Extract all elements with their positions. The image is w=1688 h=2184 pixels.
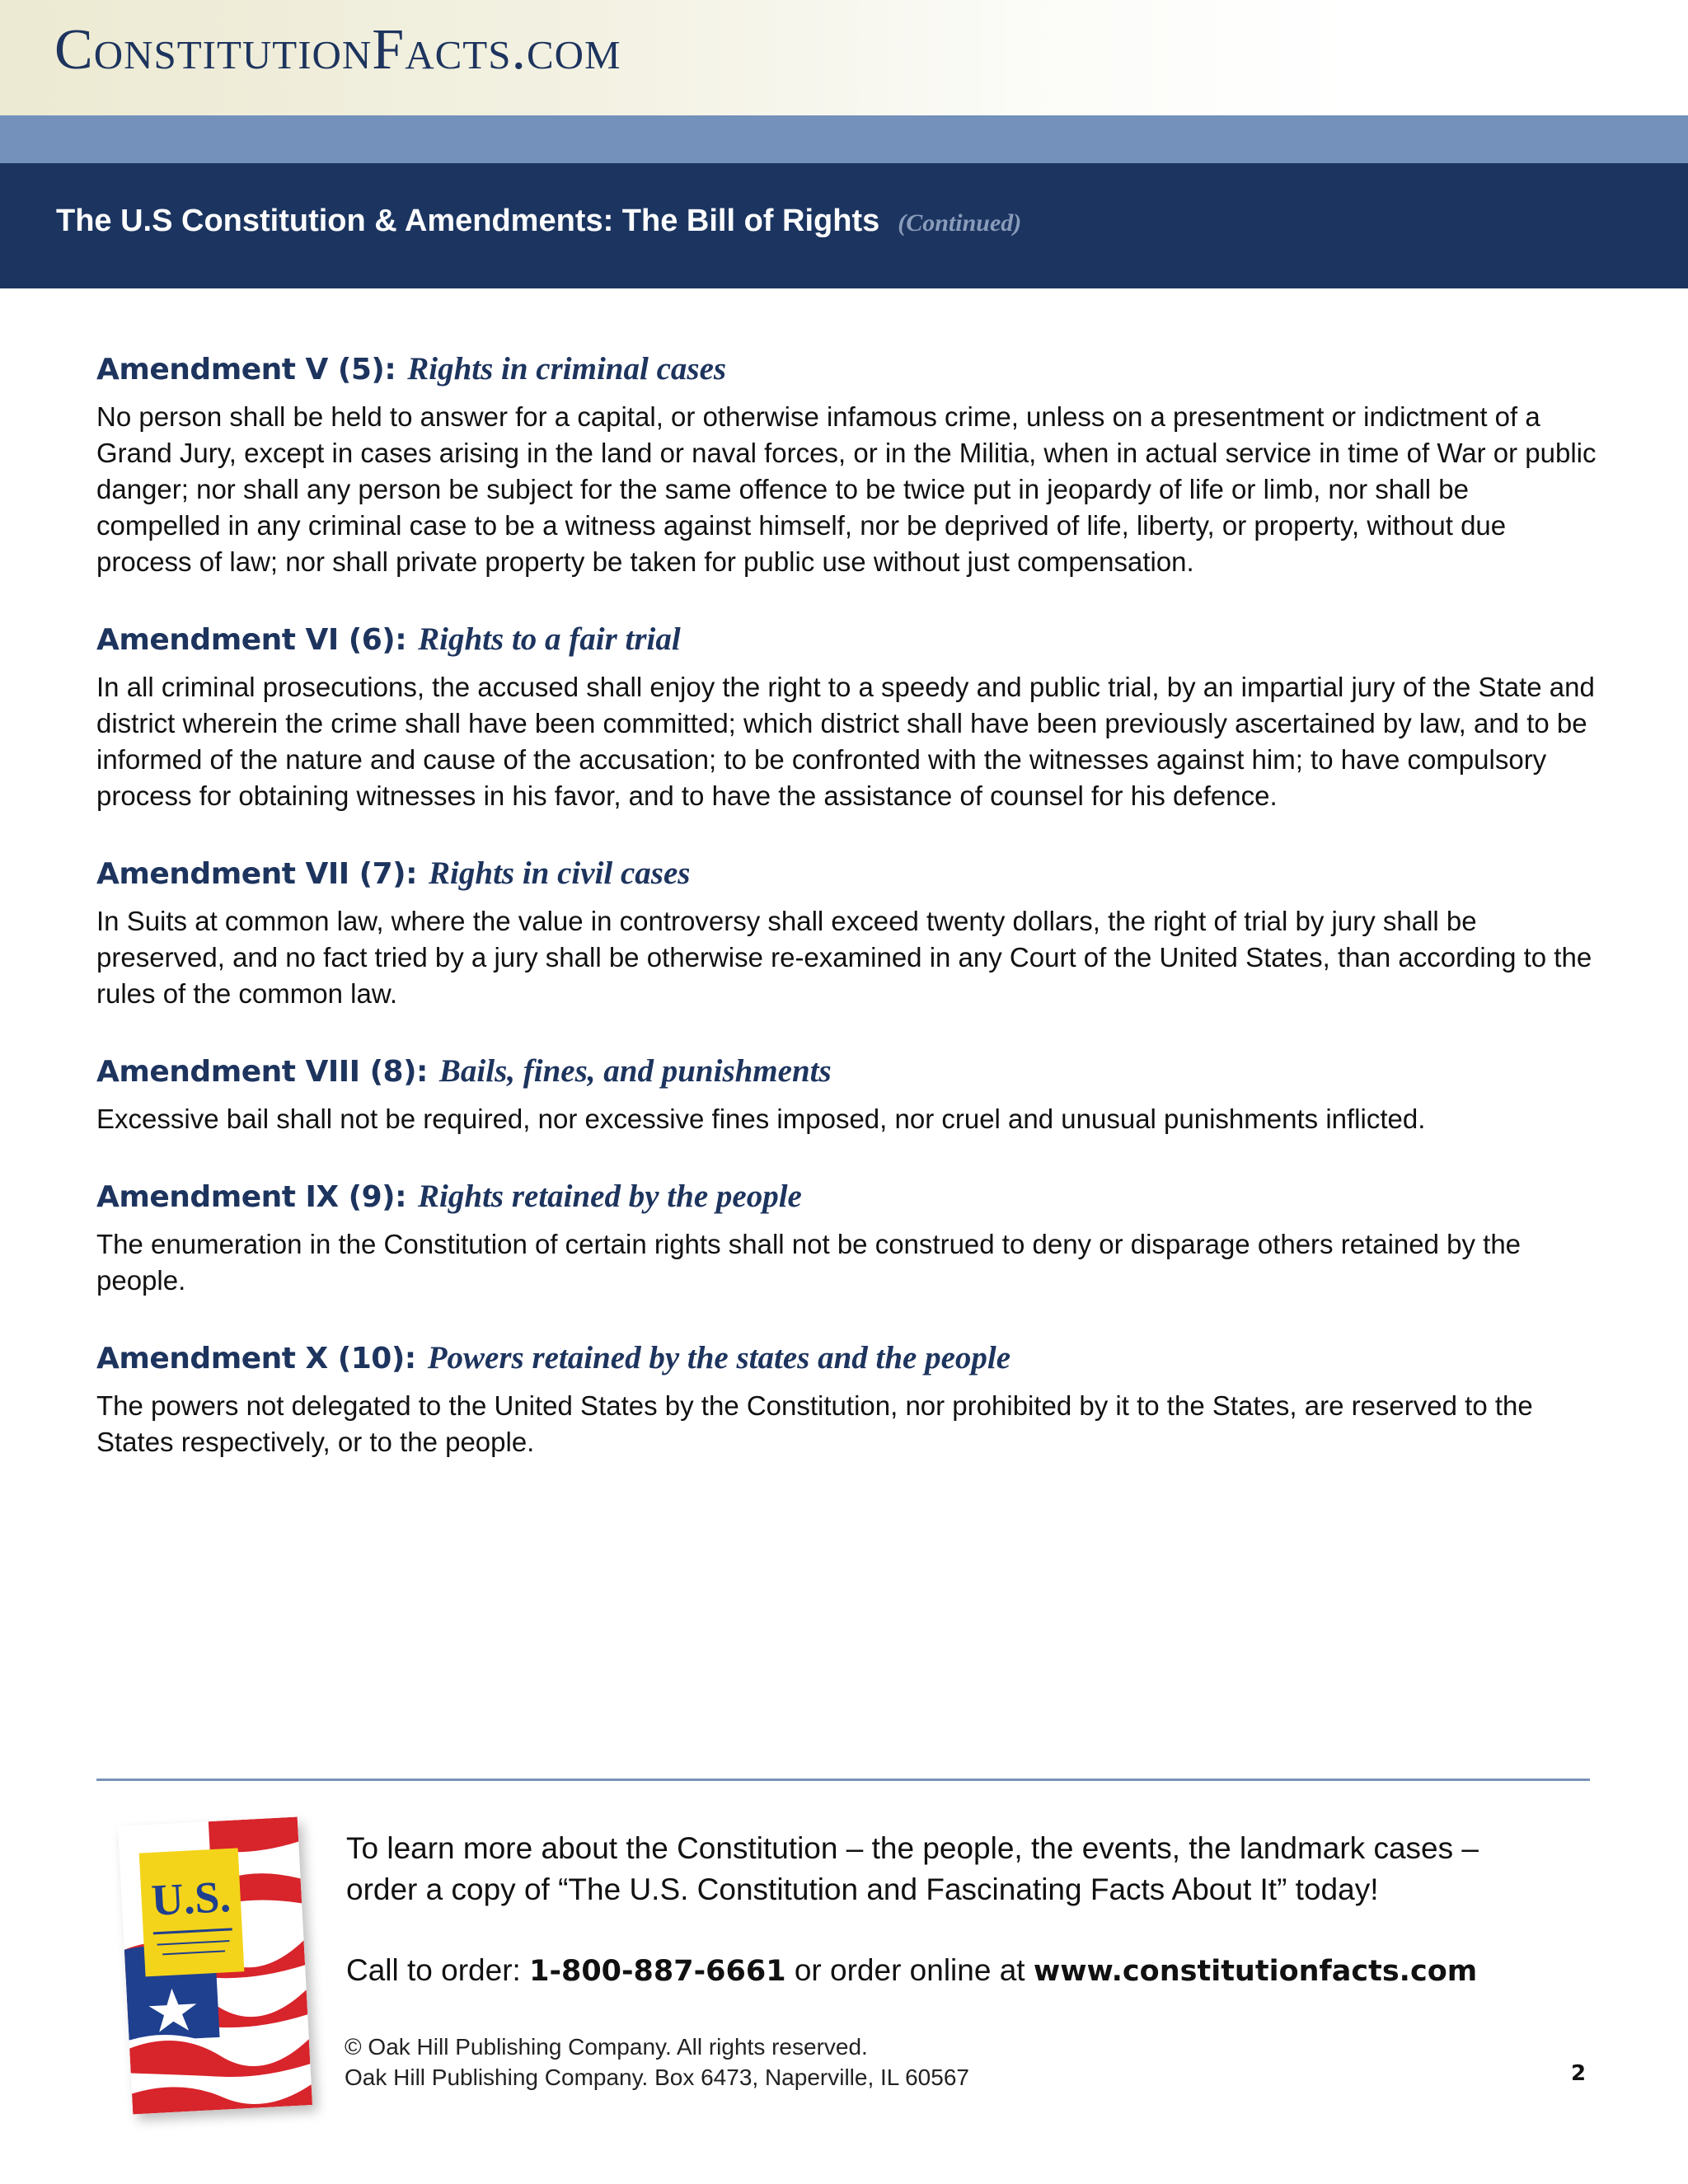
site-header [0, 0, 1688, 115]
amendment-heading [96, 616, 1597, 669]
amendment-heading [96, 346, 1597, 399]
amendment-heading [96, 1048, 1597, 1101]
phone-number[interactable]: 1-800-887-6661 [529, 1955, 786, 1988]
amendment-9 [96, 1174, 1597, 1299]
amendment-number: Amendment VI (6): [96, 623, 407, 657]
page-title [56, 203, 1021, 241]
amendment-6 [96, 616, 1597, 814]
amendment-title: Rights in civil cases [429, 855, 691, 891]
website-link[interactable]: www.constitutionfacts.com [1033, 1955, 1478, 1988]
site-title: ConstitutionFacts.com [54, 18, 621, 82]
amendment-text: No person shall be held to answer for a capital, or otherwise infamous crime, unless on a presentment or indictment of a Grand Jury, except in cases arising in the land or naval forces, or in the Militia, when in actual service in time of War or public danger; nor shall any person be subject for the same offence to be twice put in jeopardy of life or limb, nor shall be compelled in any criminal case to be a witness against himself, nor be deprived of life, liberty, or property, without due process of law; nor shall private property be taken for public use without just compensation. [96, 401, 1597, 577]
publisher-address: Oak Hill Publishing Company. Box 6473, Naperville, IL 60567 [345, 2064, 969, 2090]
amendment-text: Excessive bail shall not be required, nor excessive fines imposed, nor cruel and unusual punishments inflicted. [96, 1104, 1426, 1134]
amendment-text: The enumeration in the Constitution of certain rights shall not be construed to deny or disparage others retained by the people. [96, 1229, 1522, 1296]
amendment-title: Rights to a fair trial [418, 621, 681, 657]
amendment-heading [96, 1335, 1597, 1388]
amendment-title: Powers retained by the states and the people [427, 1340, 1011, 1376]
amendment-number: Amendment V (5): [96, 353, 396, 387]
amendment-title: Rights in criminal cases [407, 351, 727, 387]
footer-divider [96, 1779, 1590, 1781]
amendment-number: Amendment IX (9): [96, 1180, 407, 1214]
amendments-list [96, 346, 1597, 1497]
amendment-number: Amendment VII (7): [96, 857, 418, 891]
amendment-10 [96, 1335, 1597, 1460]
amendment-heading [96, 851, 1597, 903]
order-prefix: Call to order: [346, 1953, 530, 1987]
copyright-block [345, 2032, 969, 2093]
continued-label: (Continued) [898, 209, 1022, 237]
order-line [346, 1950, 1599, 1992]
order-middle: or order online at [785, 1953, 1034, 1987]
header-stripe [0, 115, 1688, 163]
amendment-number: Amendment X (10): [96, 1342, 416, 1376]
promo-block [346, 1828, 1599, 1992]
promo-line-1: To learn more about the Constitution – the people, the events, the landmark cases – [346, 1831, 1479, 1865]
copyright-line: © Oak Hill Publishing Company. All rights reserved. [345, 2034, 868, 2060]
book-cover-title: U.S. [150, 1871, 232, 1925]
amendment-text: In all criminal prosecutions, the accused shall enjoy the right to a speedy and public trial, by an impartial jury of the State and district wherein the crime shall have been committed; which district shall have been previously ascertained by law, and to be informed of the nature and cause of the accusation; to be confronted with the witnesses against him; to have compulsory process for obtaining witnesses in his favor, and to have the assistance of counsel for his defence. [96, 672, 1595, 811]
page-title-text: The U.S Constitution & Amendments: The Bill of Rights [56, 204, 880, 238]
amendment-5 [96, 346, 1597, 580]
amendment-title: Bails, fines, and punishments [438, 1053, 832, 1089]
amendment-number: Amendment VIII (8): [96, 1055, 428, 1089]
amendment-7 [96, 851, 1597, 1012]
amendment-8 [96, 1048, 1597, 1137]
amendment-text: The powers not delegated to the United States by the Constitution, nor prohibited by it to the States, are reserved to the States respectively, or to the people. [96, 1390, 1533, 1457]
flag-book-icon [118, 1817, 312, 2115]
book-cover-image [118, 1817, 312, 2115]
promo-line-2: order a copy of “The U.S. Constitution and Fascinating Facts About It” today! [346, 1872, 1379, 1906]
page-number: 2 [1571, 2061, 1587, 2086]
amendment-heading [96, 1174, 1597, 1226]
amendment-text: In Suits at common law, where the value in controversy shall exceed twenty dollars, the right of trial by jury shall be preserved, and no fact tried by a jury shall be otherwise re-examined in any Court of the United States, than according to the rules of the common law. [96, 906, 1592, 1009]
amendment-title: Rights retained by the people [418, 1179, 802, 1214]
